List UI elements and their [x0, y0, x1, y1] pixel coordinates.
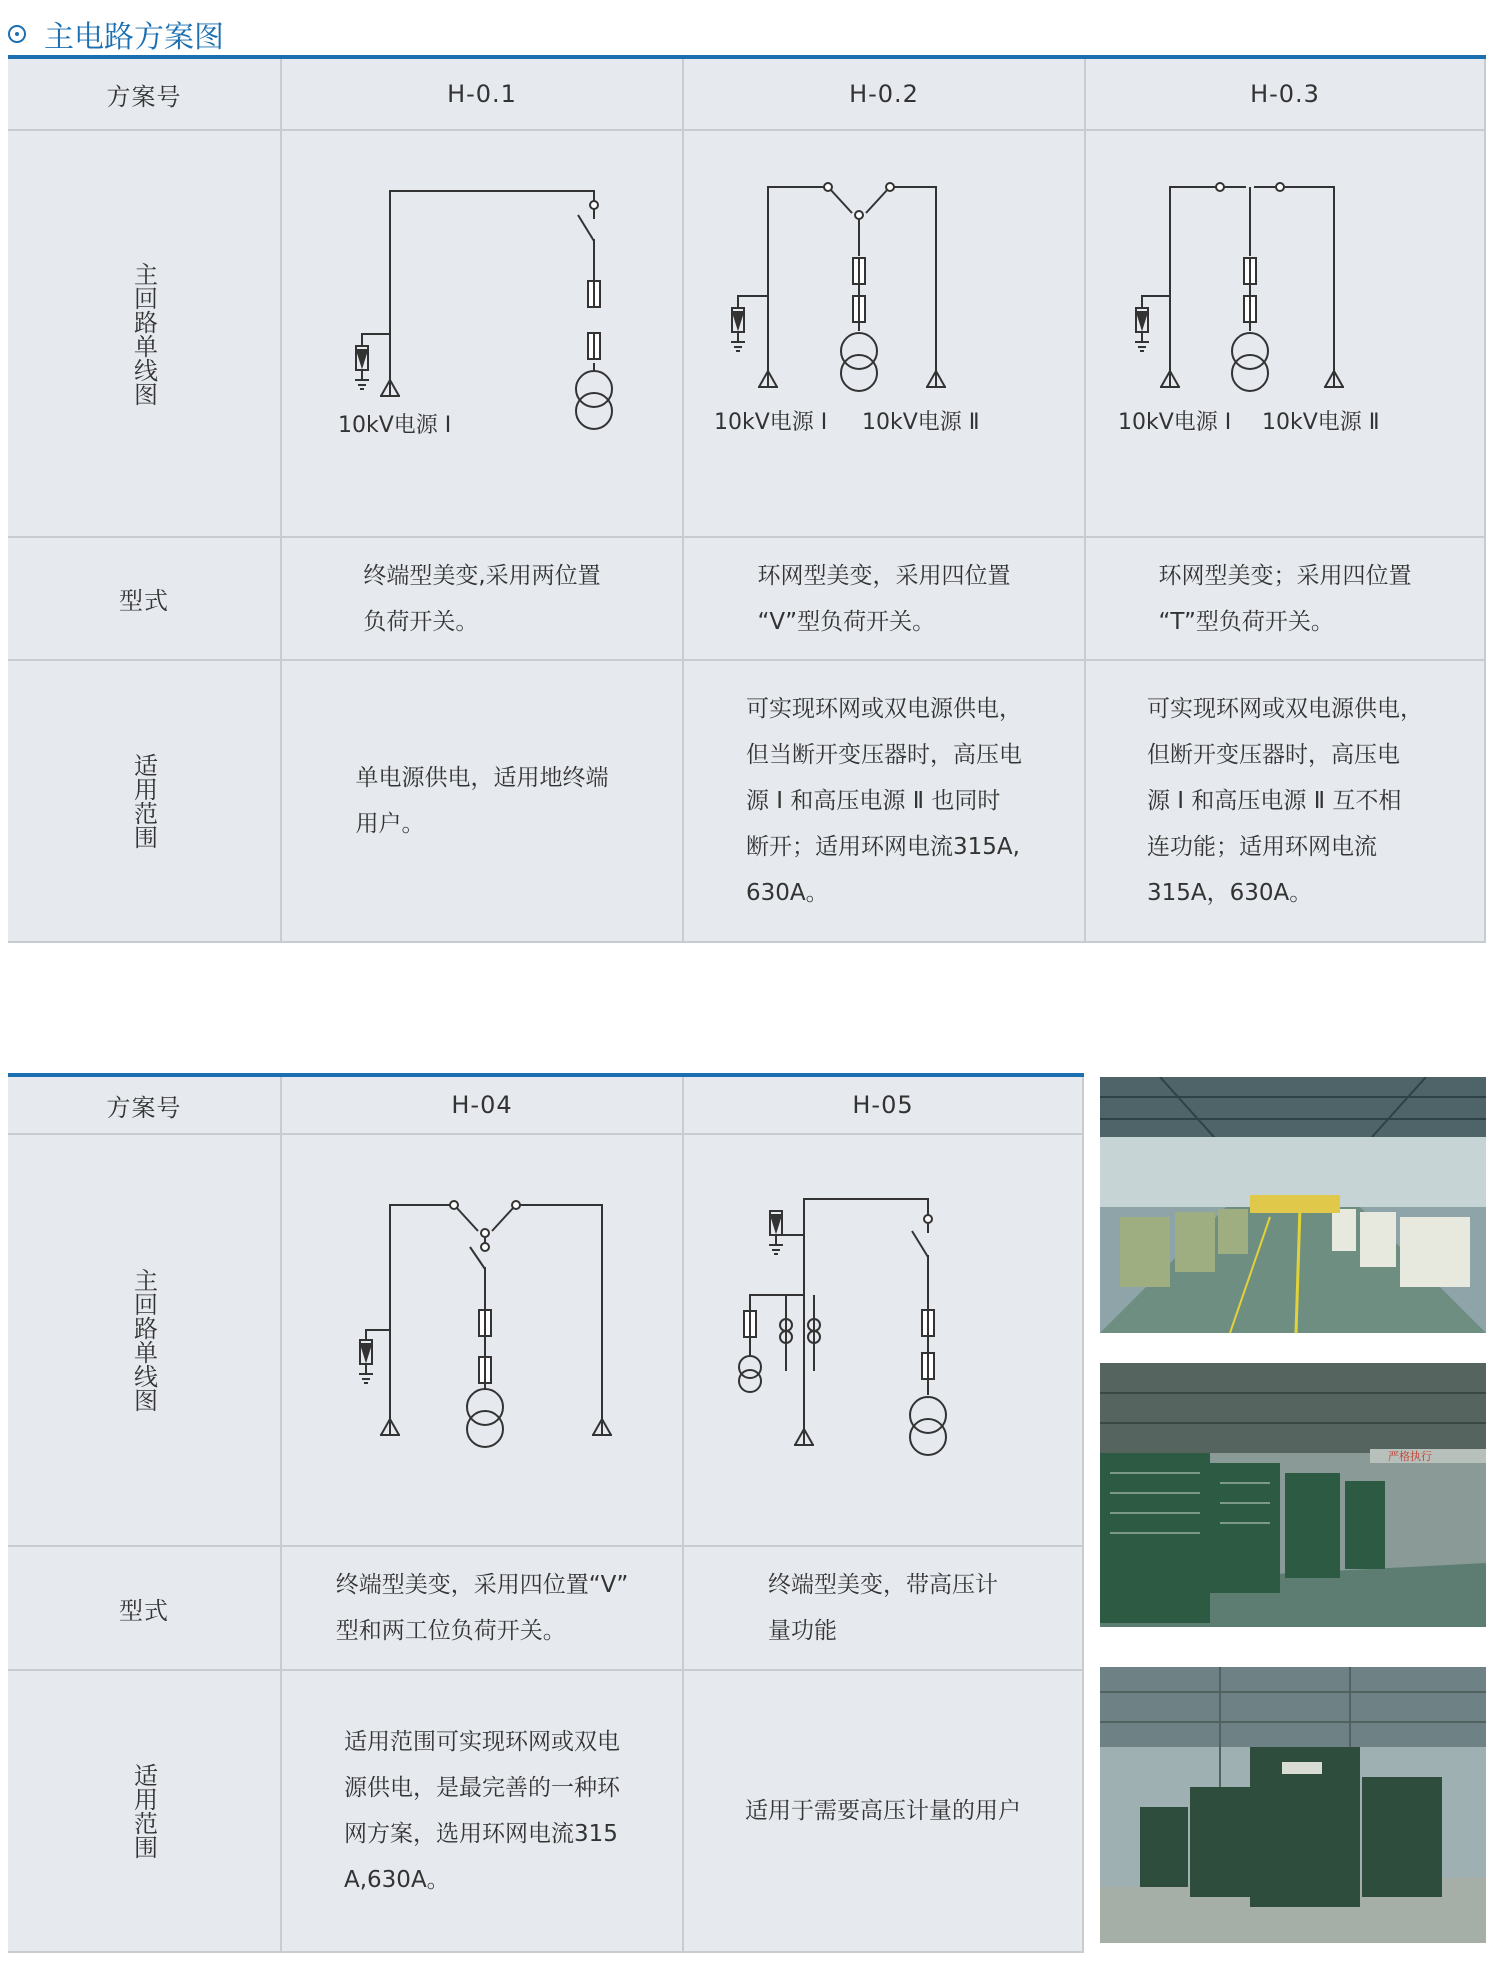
diagram-h03: [1086, 131, 1486, 538]
scope-h02: [684, 661, 1086, 943]
text-line: 但断开变压器时，高压电: [1147, 742, 1400, 768]
text-line: 网方案，选用环网电流315: [344, 1821, 618, 1847]
row-label-text: 型式: [119, 1596, 169, 1625]
diagram-h04: [282, 1135, 684, 1547]
text-line: 负荷开关。: [363, 608, 479, 635]
photo-banner-text: 严格执行: [1388, 1450, 1432, 1463]
single-line-diagram-h04: [282, 1135, 682, 1545]
text-line: “T”型负荷开关。: [1158, 608, 1334, 635]
single-line-diagram-h03: [1086, 131, 1484, 536]
text-line: 315A，630A。: [1147, 880, 1313, 906]
scope-h03: [1086, 661, 1486, 943]
text-line: 单电源供电，适用地终端: [355, 765, 609, 791]
type-h04: [282, 1547, 684, 1671]
header-label-text: 方案号: [106, 1093, 182, 1122]
text-line: 可实现环网或双电源供电，: [1147, 696, 1423, 722]
row-label-diagram: [8, 1135, 282, 1547]
factory-photo-3: [1100, 1667, 1486, 1943]
scope-text: [745, 1788, 1021, 1834]
source-label-2: 10kV电源 Ⅱ: [862, 410, 980, 435]
scheme-h05-header: [684, 1077, 1084, 1135]
scheme-number: H-05: [852, 1091, 914, 1119]
row-label-text: 主回路单线图: [129, 1268, 158, 1412]
scope-h05: [684, 1671, 1084, 1953]
text-line: 适用于需要高压计量的用户: [745, 1798, 1021, 1824]
source-label-1: 10kV电源 Ⅰ: [1118, 410, 1232, 435]
single-line-diagram-h05: [684, 1135, 1082, 1545]
scheme-number: H-04: [451, 1091, 513, 1119]
scope-text: [356, 755, 609, 847]
scope-h04: [282, 1671, 684, 1953]
factory-photo-2: [1100, 1363, 1486, 1627]
text-line: 环网型美变，采用四位置: [757, 562, 1011, 589]
scheme-h01-header: [282, 59, 684, 131]
text-line: 源 Ⅰ 和高压电源 Ⅱ 互不相: [1147, 788, 1402, 814]
type-text: [336, 1562, 629, 1654]
source-label: 10kV电源 Ⅰ: [338, 413, 452, 438]
type-h01: [282, 538, 684, 661]
text-line: “V”型负荷开关。: [757, 608, 936, 635]
text-line: 适用范围可实现环网或双电: [344, 1729, 620, 1755]
type-h03: [1086, 538, 1486, 661]
diagram-h01: [282, 131, 684, 538]
row-label-text: 主回路单线图: [129, 261, 158, 406]
factory-hall-image: [1100, 1363, 1486, 1627]
text-line: 连功能；适用环网电流: [1147, 834, 1377, 860]
type-text: [758, 553, 1011, 645]
source-label-1: 10kV电源 Ⅰ: [714, 410, 828, 435]
scheme-h04-header: [282, 1077, 684, 1135]
text-line: 量功能: [768, 1618, 837, 1644]
scheme-number: H-0.1: [447, 80, 517, 108]
text-line: 630A。: [746, 880, 829, 906]
type-text: [768, 1562, 998, 1654]
page-title-text: 主电路方案图: [44, 20, 224, 55]
factory-hall-image: [1100, 1667, 1486, 1943]
type-text: [1159, 553, 1412, 645]
row-label-scope: [8, 661, 282, 943]
scheme-h03-header: [1086, 59, 1486, 131]
header-label-text: 方案号: [106, 82, 182, 111]
text-line: 但当断开变压器时，高压电: [746, 742, 1022, 768]
scope-text: [746, 686, 1022, 916]
scheme-table-2: [8, 1073, 1084, 1953]
type-text: [363, 553, 600, 645]
text-line: 环网型美变；采用四位置: [1158, 562, 1412, 589]
text-line: 终端型美变，采用四位置“V”: [335, 1572, 629, 1598]
factory-photo-1: [1100, 1077, 1486, 1333]
scheme-header-label: [8, 1077, 282, 1135]
single-line-diagram-h01: [282, 131, 682, 536]
single-line-diagram-h02: [684, 131, 1084, 536]
diagram-h05: [684, 1135, 1084, 1547]
factory-hall-image: [1100, 1077, 1486, 1333]
scope-text: [1147, 686, 1423, 916]
page-title: [8, 14, 224, 54]
text-line: A,630A。: [344, 1867, 450, 1893]
circle-bullet-icon: [8, 25, 26, 43]
type-h02: [684, 538, 1086, 661]
scope-h01: [282, 661, 684, 943]
row-label-text: 适用范围: [129, 1763, 158, 1859]
text-line: 终端型美变,采用两位置: [363, 562, 601, 589]
row-label-scope: [8, 1671, 282, 1953]
scheme-header-label: [8, 59, 282, 131]
scheme-number: H-0.2: [849, 80, 919, 108]
text-line: 型和两工位负荷开关。: [335, 1618, 566, 1644]
text-line: 用户。: [355, 811, 425, 837]
scheme-h02-header: [684, 59, 1086, 131]
text-line: 终端型美变，带高压计: [768, 1572, 998, 1598]
row-label-type: [8, 538, 282, 661]
scheme-number: H-0.3: [1250, 80, 1320, 108]
type-h05: [684, 1547, 1084, 1671]
row-label-type: [8, 1547, 282, 1671]
scheme-table-1: [8, 55, 1486, 943]
text-line: 可实现环网或双电源供电，: [746, 696, 1022, 722]
text-line: 断开；适用环网电流315A,: [746, 834, 1020, 860]
row-label-diagram: [8, 131, 282, 538]
diagram-h02: [684, 131, 1086, 538]
scope-text: [344, 1719, 620, 1903]
text-line: 源 Ⅰ 和高压电源 Ⅱ 也同时: [746, 788, 1001, 814]
text-line: 源供电，是最完善的一种环: [344, 1775, 620, 1801]
row-label-text: 型式: [119, 587, 169, 615]
source-label-2: 10kV电源 Ⅱ: [1262, 410, 1380, 435]
row-label-text: 适用范围: [129, 753, 158, 849]
